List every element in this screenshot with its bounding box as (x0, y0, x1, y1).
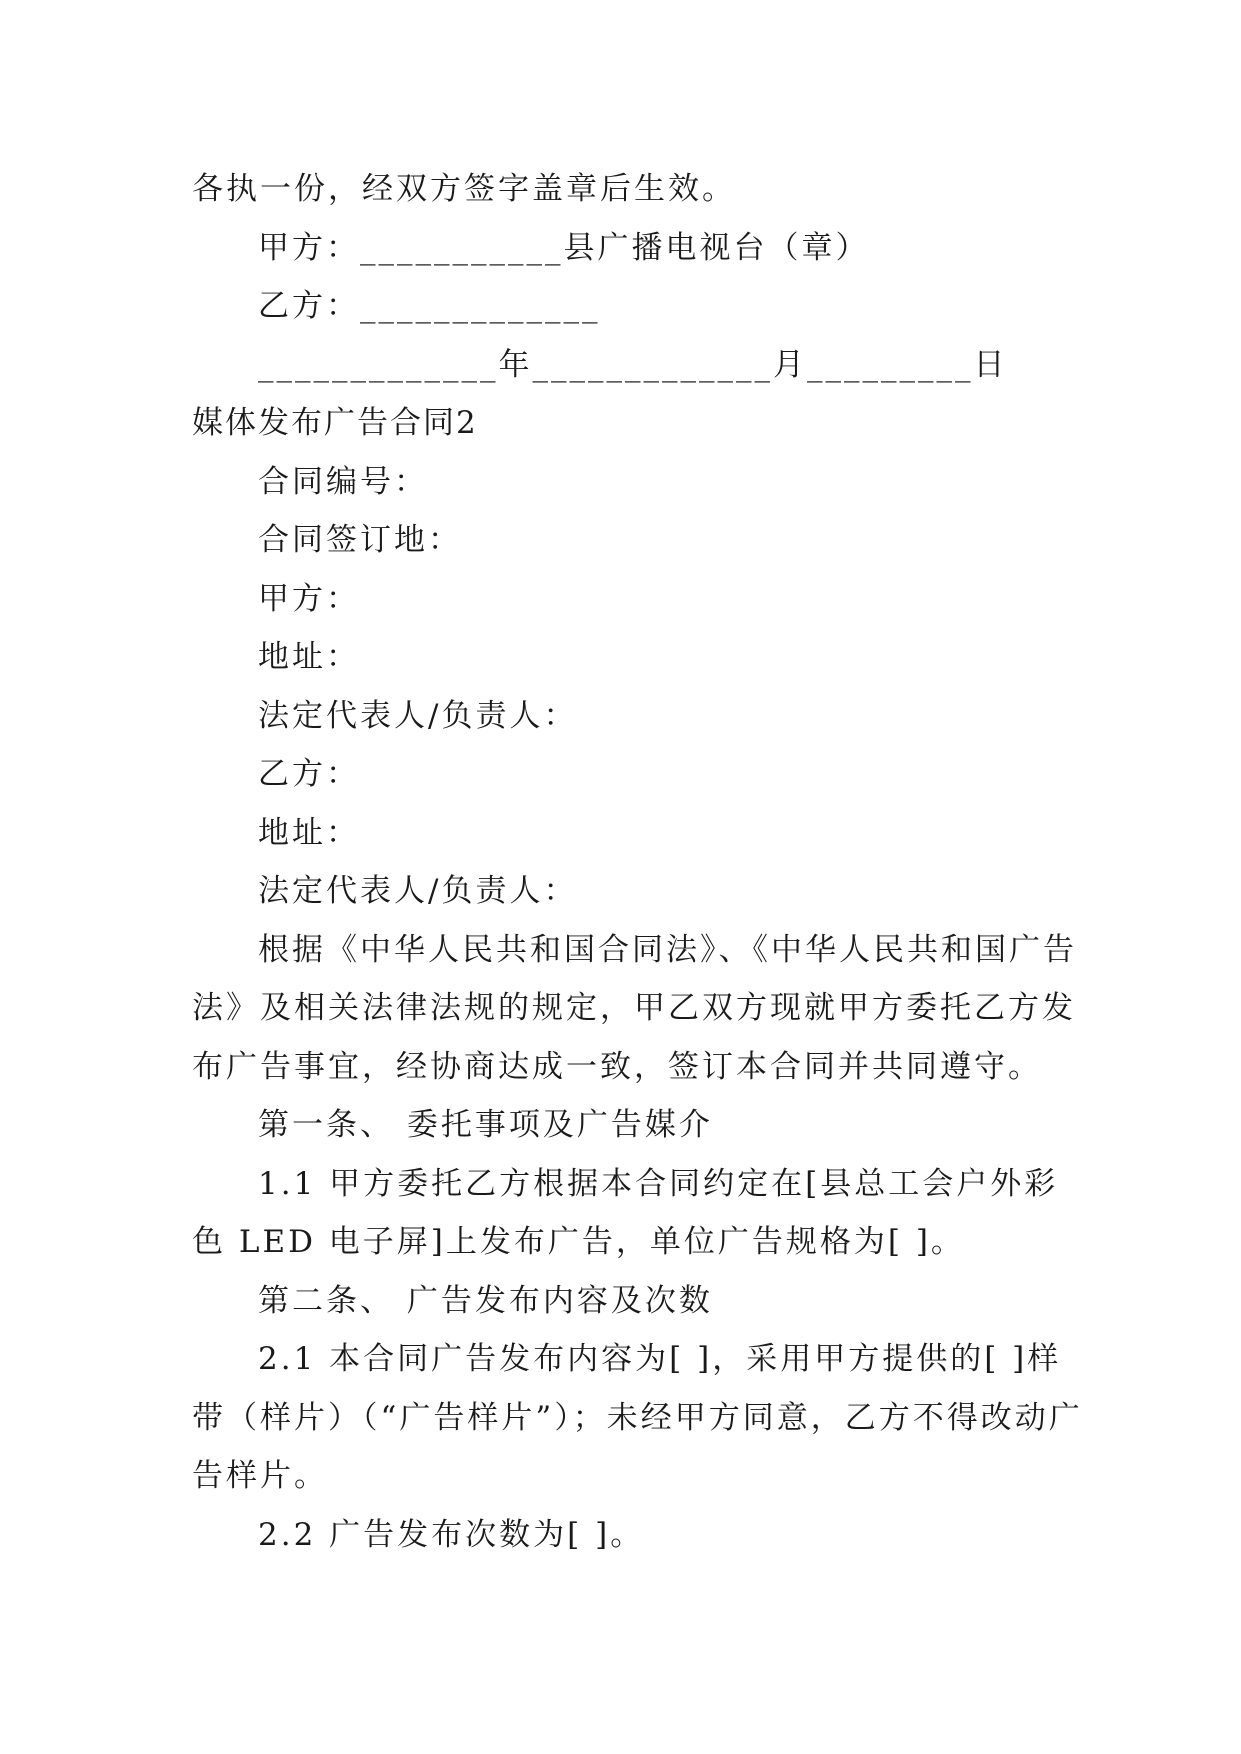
contract-title: 媒体发布广告合同2 (192, 405, 478, 441)
party-a-signature-line: 甲方：___________县广播电视台（章） (258, 229, 870, 266)
clause-2-1-line: 告样片。 (192, 1458, 328, 1494)
clause-2-2-line: 2.2 广告发布次数为[ ]。 (258, 1516, 645, 1553)
contract-number-label: 合同编号： (258, 463, 428, 500)
party-b-representative-label: 法定代表人/负责人： (258, 873, 578, 909)
article-1-heading: 第一条、 委托事项及广告媒介 (258, 1107, 713, 1143)
party-a-address-label: 地址： (258, 639, 360, 675)
party-b-address-label: 地址： (258, 814, 360, 851)
preamble-line: 根据《中华人民共和国合同法》、《中华人民共和国广告 (258, 931, 1077, 968)
signing-place-label: 合同签订地： (258, 522, 462, 558)
document-page (192, 160, 1083, 1564)
article-2-heading: 第二条、 广告发布内容及次数 (258, 1282, 713, 1319)
clause-2-1-line: 2.1 本合同广告发布内容为[ ]，采用甲方提供的[ ]样 (258, 1341, 1062, 1377)
party-b-label: 乙方： (258, 756, 360, 792)
party-b-signature-line: 乙方：_____________ (258, 288, 601, 324)
party-a-representative-label: 法定代表人/负责人： (258, 697, 578, 734)
preamble-line: 布广告事宜，经协商达成一致，签订本合同并共同遵守。 (192, 1048, 1042, 1085)
clause-1-1-line: 色 LED 电子屏]上发布广告，单位广告规格为[ ]。 (192, 1224, 965, 1260)
preamble-line: 法》及相关法律法规的规定，甲乙双方现就甲方委托乙方发 (192, 990, 1076, 1026)
clause-1-1-line: 1.1 甲方委托乙方根据本合同约定在[县总工会户外彩 (258, 1165, 1059, 1202)
clause-2-1-line: 带（样片）（“广告样片”）；未经甲方同意，乙方不得改动广 (192, 1399, 1083, 1436)
date-line: _____________年_____________月_________日 (258, 346, 1008, 383)
party-a-label: 甲方： (258, 580, 360, 617)
text-line: 各执一份，经双方签字盖章后生效。 (192, 171, 736, 207)
